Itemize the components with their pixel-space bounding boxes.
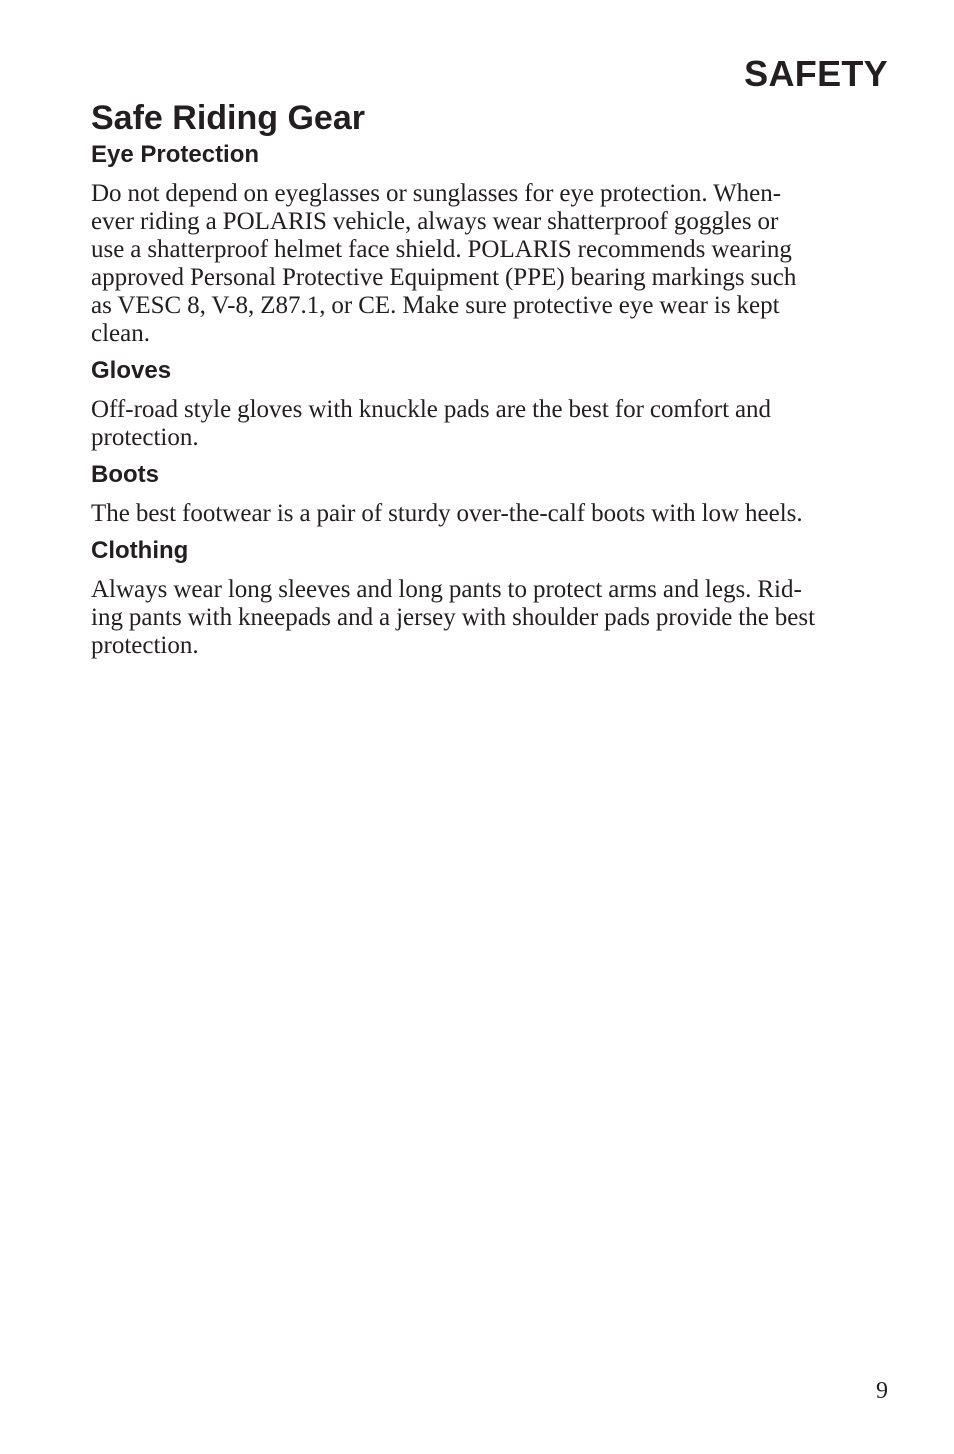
text-line: Do not depend on eyeglasses or sunglasses for eye protection. When- — [91, 180, 782, 207]
page-content — [91, 98, 891, 660]
subsection-eye-protection — [91, 140, 891, 348]
text-line: use a shatterproof helmet face shield. POLARIS recommends wearing — [91, 236, 792, 263]
text-line: protection. — [91, 424, 199, 451]
text-line: ever riding a POLARIS vehicle, always wear shatterproof goggles or — [91, 208, 779, 235]
subsection-boots — [91, 460, 891, 528]
subsection-title: Gloves — [91, 357, 172, 384]
subsection-body — [91, 180, 891, 348]
text-line: ing pants with kneepads and a jersey with shoulder pads provide the best — [91, 604, 816, 631]
page-number: 9 — [876, 1378, 888, 1404]
section-title: Safe Riding Gear — [91, 99, 365, 137]
subsection-body — [91, 396, 891, 452]
subsection-body — [91, 576, 891, 660]
text-line: Always wear long sleeves and long pants to protect arms and legs. Rid- — [91, 576, 802, 603]
chapter-title: SAFETY — [744, 53, 888, 94]
text-line: as VESC 8, V-8, Z87.1, or CE. Make sure protective eye wear is kept — [91, 292, 780, 319]
subsection-title: Eye Protection — [91, 141, 260, 168]
text-line: protection. — [91, 632, 199, 659]
subsection-clothing — [91, 536, 891, 660]
text-line: approved Personal Protective Equipment (PPE) bearing markings such — [91, 264, 797, 291]
text-line: clean. — [91, 320, 150, 347]
text-line: The best footwear is a pair of sturdy over-the-calf boots with low heels. — [91, 500, 803, 527]
subsection-title: Clothing — [91, 537, 189, 564]
text-line: Off-road style gloves with knuckle pads are the best for comfort and — [91, 396, 772, 423]
subsection-gloves — [91, 356, 891, 452]
subsection-body — [91, 500, 891, 528]
subsection-title: Boots — [91, 461, 159, 488]
